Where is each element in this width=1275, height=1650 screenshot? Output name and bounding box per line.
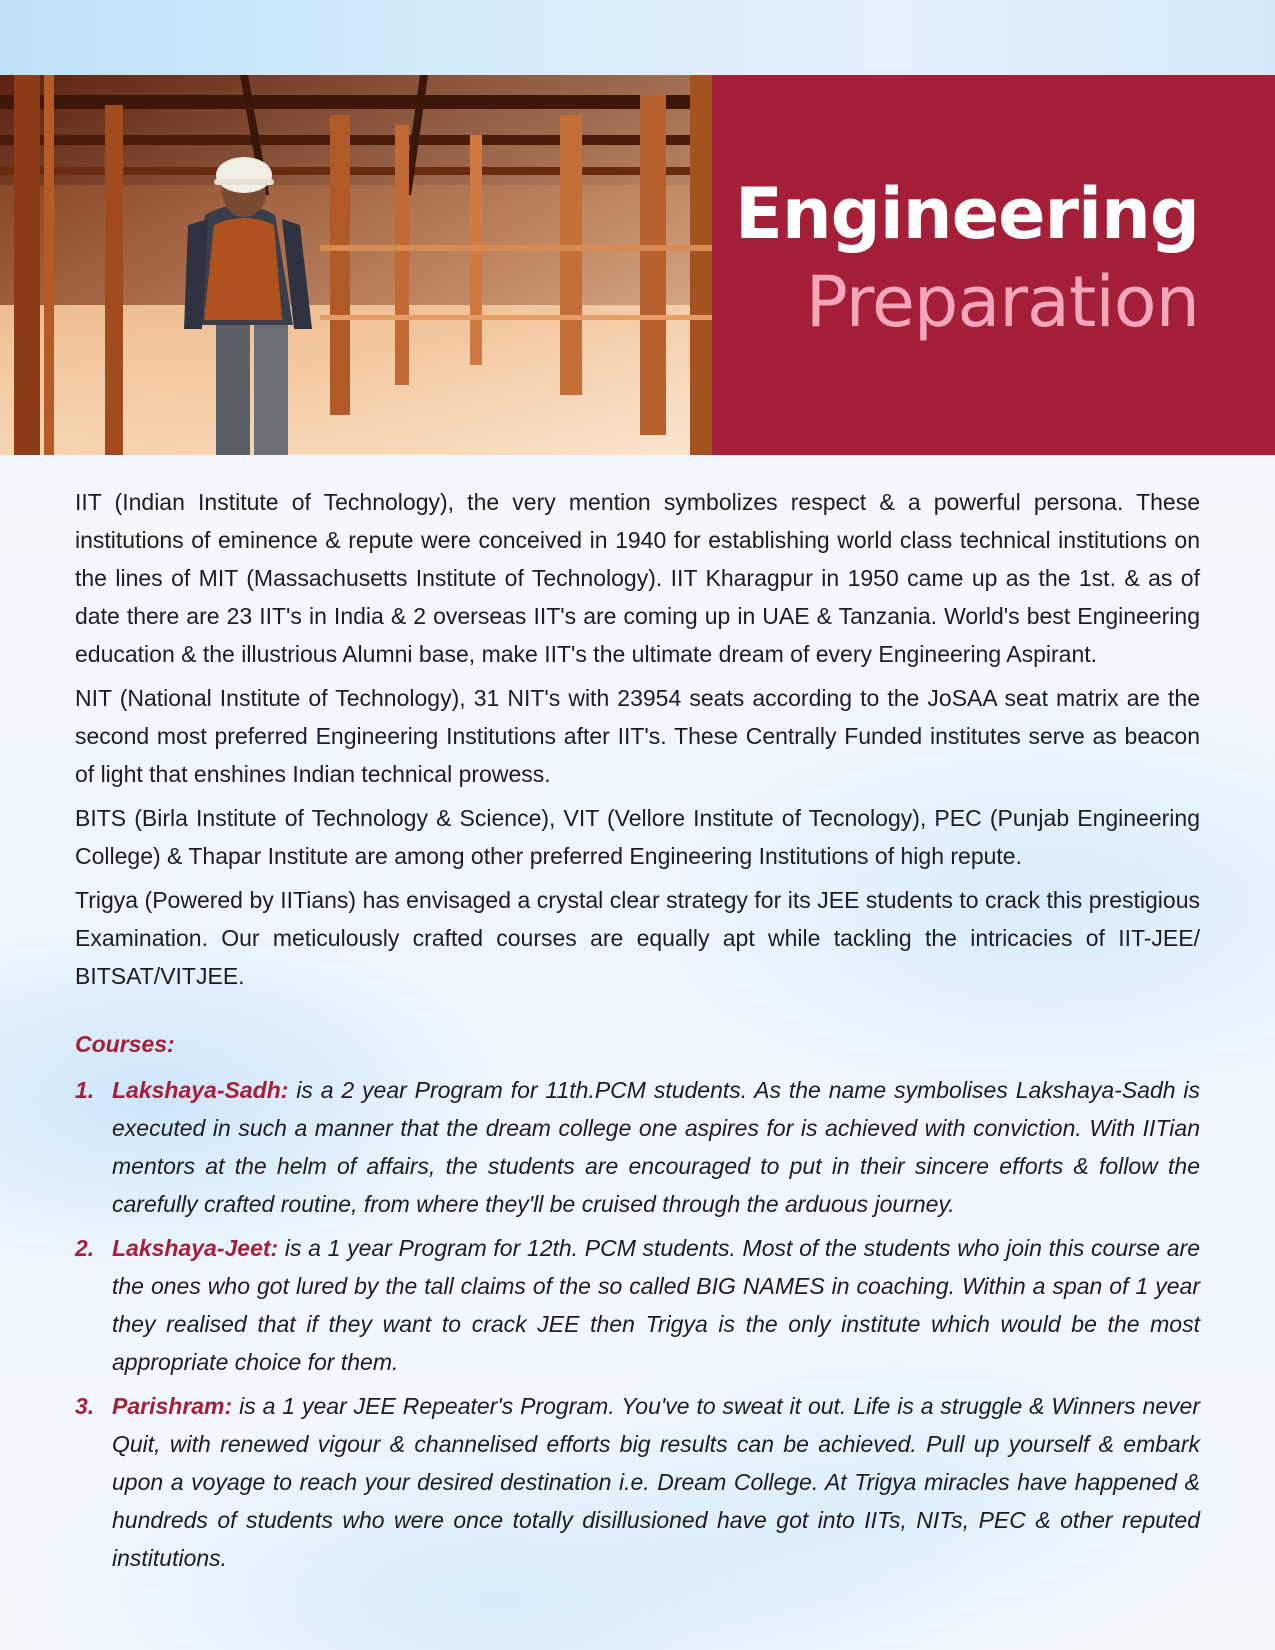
page-title: Engineering	[735, 173, 1199, 255]
course-name: Lakshaya-Sadh:	[112, 1077, 289, 1103]
courses-heading: Courses:	[75, 1031, 175, 1057]
top-decorative-band	[0, 0, 1275, 75]
title-banner	[712, 75, 1275, 455]
paragraph-nit: NIT (National Institute of Technology), 31 NIT's with 23954 seats according to the JoSAA seat matrix are the second most preferred Engineering Institutions after IIT's. These Centrally Funded institutes serve as beacon of light that enshines Indian technical prowess.	[75, 685, 1200, 787]
course-description: is a 2 year Program for 11th.PCM students. As the name symbolises Lakshaya-Sadh is executed in such a manner that the dream college one aspires for is achieved with conviction. With IITian mentors at the helm of affairs, the students are encouraged to put in their sincere efforts & follow the carefully crafted routine, from where they'll be cruised through the arduous journey.	[112, 1077, 1200, 1217]
course-description: is a 1 year Program for 12th. PCM students. Most of the students who join this course are the ones who got lured by the tall claims of the so called BIG NAMES in coaching. Within a span of 1 year they realised that if they want to crack JEE then Trigya is the only institute which would be the most appropriate choice for them.	[112, 1235, 1200, 1375]
course-item-parishram	[75, 1387, 1200, 1577]
paragraph-trigya: Trigya (Powered by IITians) has envisaged a crystal clear strategy for its JEE students to crack this prestigious Examination. Our meticulously crafted courses are equally apt while tackling the intricacies of IIT-JEE/ BITSAT/VITJEE.	[75, 887, 1200, 989]
course-number: 1.	[75, 1077, 95, 1103]
course-item-lakshaya-jeet	[75, 1229, 1200, 1381]
main-content	[75, 483, 1200, 1583]
engineer-photo	[0, 75, 712, 455]
course-description: is a 1 year JEE Repeater's Program. You've to sweat it out. Life is a struggle & Winners never Quit, with renewed vigour & channelised efforts big results can be achieved. Pull up yourself & embark upon a voyage to reach your desired destination i.e. Dream College. At Trigya miracles have happened & hundreds of students who were once totally disillusioned have got into IITs, NITs, PEC & other reputed institutions.	[112, 1393, 1200, 1571]
course-number: 3.	[75, 1393, 95, 1419]
course-number: 2.	[75, 1235, 95, 1261]
course-name: Lakshaya-Jeet:	[112, 1235, 279, 1261]
page-subtitle: Preparation	[805, 261, 1199, 343]
paragraph-bits: BITS (Birla Institute of Technology & Science), VIT (Vellore Institute of Tecnology), PEC (Punjab Engineering College) & Thapar Institute are among other preferred Engineering Institutions of high repute.	[75, 805, 1200, 869]
course-name: Parishram:	[112, 1393, 233, 1419]
construction-site-illustration	[0, 75, 712, 455]
course-list	[75, 1071, 1200, 1577]
course-item-lakshaya-sadh	[75, 1071, 1200, 1223]
hero-header	[0, 75, 1275, 455]
paragraph-iit: IIT (Indian Institute of Technology), the very mention symbolizes respect & a powerful persona. These institutions of eminence & repute were conceived in 1940 for establishing world class technical institutions on the lines of MIT (Massachusetts Institute of Technology). IIT Kharagpur in 1950 came up as the 1st. & as of date there are 23 IIT's in India & 2 overseas IIT's are coming up in UAE & Tanzania. World's best Engineering education & the illustrious Alumni base, make IIT's the ultimate dream of every Engineering Aspirant.	[75, 489, 1200, 667]
